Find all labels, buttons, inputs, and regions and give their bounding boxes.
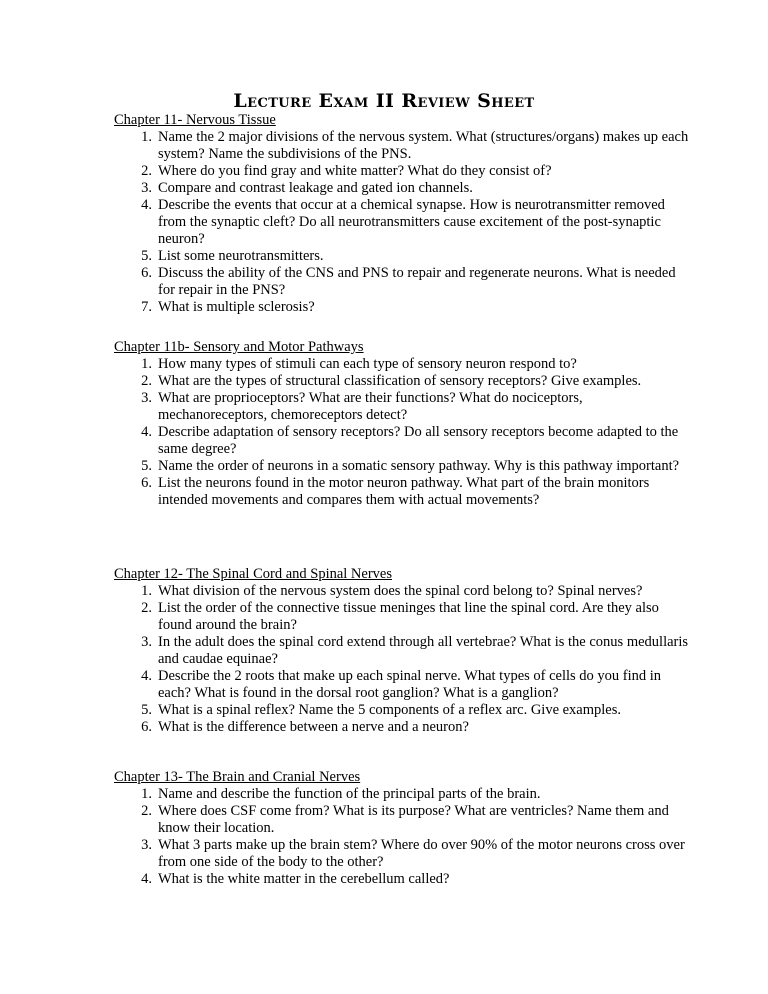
list-item: 1. Name the 2 major divisions of the nervous system. What (structures/organs) makes up each system? Name the subdivisions of the PNS. xyxy=(141,129,689,162)
list-item: 5. Name the order of neurons in a somatic sensory pathway. Why is this pathway important? xyxy=(141,458,680,474)
list-item: 5. What is a spinal reflex? Name the 5 components of a reflex arc. Give examples. xyxy=(141,702,622,718)
list-item: 1. Name and describe the function of the principal parts of the brain. xyxy=(141,786,541,802)
question-list xyxy=(124,356,693,509)
list-item: 3. What are proprioceptors? What are their functions? What do nociceptors, mechanoreceptors, chemoreceptors detect? xyxy=(141,390,583,423)
list-item: 6. What is the difference between a nerve and a neuron? xyxy=(141,719,469,735)
page-title: Lecture Exam II Review Sheet xyxy=(233,90,535,112)
list-item: 1. What division of the nervous system does the spinal cord belong to? Spinal nerves? xyxy=(141,583,643,599)
section-heading: Chapter 11b- Sensory and Motor Pathways xyxy=(114,339,364,355)
list-item: 4. Describe the 2 roots that make up each spinal nerve. What types of cells do you find in each? What is found in the dorsal root ganglion? What is a ganglion? xyxy=(141,668,662,701)
list-item: 5. List some neurotransmitters. xyxy=(141,248,324,264)
list-item: 2. List the order of the connective tissue meninges that line the spinal cord. Are they also found around the brain? xyxy=(141,600,659,633)
list-item: 4. What is the white matter in the cerebellum called? xyxy=(141,871,450,887)
list-item: 3. What 3 parts make up the brain stem? Where do over 90% of the motor neurons cross over from one side of the body to the other? xyxy=(141,837,685,870)
question-list xyxy=(124,786,693,888)
list-item: 3. In the adult does the spinal cord extend through all vertebrae? What is the conus medullaris and caudae equinae? xyxy=(141,634,689,667)
list-item: 3. Compare and contrast leakage and gated ion channels. xyxy=(141,180,473,196)
list-item: 2. Where do you find gray and white matter? What do they consist of? xyxy=(141,163,552,179)
list-item: 7. What is multiple sclerosis? xyxy=(141,299,315,315)
section-heading: Chapter 11- Nervous Tissue xyxy=(114,112,276,128)
list-item: 1. How many types of stimuli can each type of sensory neuron respond to? xyxy=(141,356,577,372)
list-item: 4. Describe the events that occur at a chemical synapse. How is neurotransmitter removed from the synaptic cleft? Do all neurotransmitters cause excitement of the post-synaptic neuron? xyxy=(141,197,665,247)
list-item: 2. Where does CSF come from? What is its purpose? What are ventricles? Name them and know their location. xyxy=(141,803,669,836)
question-list xyxy=(124,583,693,736)
list-item: 6. Discuss the ability of the CNS and PNS to repair and regenerate neurons. What is needed for repair in the PNS? xyxy=(141,265,676,298)
list-item: 4. Describe adaptation of sensory receptors? Do all sensory receptors become adapted to the same degree? xyxy=(141,424,679,457)
question-list xyxy=(124,129,693,316)
section-heading: Chapter 12- The Spinal Cord and Spinal Nerves xyxy=(114,566,392,582)
list-item: 6. List the neurons found in the motor neuron pathway. What part of the brain monitors intended movements and compares them with actual movements? xyxy=(141,475,650,508)
list-item: 2. What are the types of structural classification of sensory receptors? Give examples. xyxy=(141,373,642,389)
section-heading: Chapter 13- The Brain and Cranial Nerves xyxy=(114,769,361,785)
